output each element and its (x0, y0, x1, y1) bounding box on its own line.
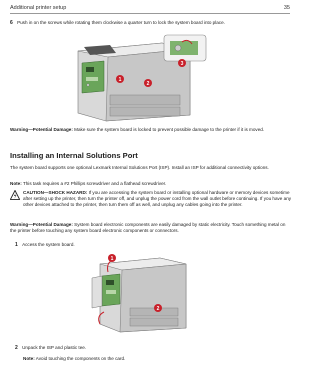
callout-1-label: 1 (118, 76, 122, 83)
section-title: Installing an Internal Solutions Port (10, 151, 138, 160)
warning2-label: Warning—Potential Damage: (10, 222, 73, 227)
step-6 (10, 20, 292, 26)
running-header-title: Additional printer setup (10, 5, 67, 11)
step-text: Access the system board. (22, 242, 75, 247)
caution-label: CAUTION—SHOCK HAZARD: (23, 190, 88, 195)
note2-label: Note: (23, 356, 35, 361)
caution-shock-hazard (23, 190, 292, 209)
warning-label: Warning—Potential Damage: (10, 127, 73, 132)
header-divider (10, 13, 290, 14)
step-number: 1 (15, 242, 18, 248)
step-2 (15, 345, 292, 351)
note-text: This task requires a #2 Phillips screwdriver and a flathead screwdriver. (21, 181, 167, 186)
warning-text: Make sure the system board is locked to prevent possible damage to the printer if it is moved. (72, 127, 265, 132)
step-text: Push in on the screws while rotating them clockwise a quarter turn to lock the system board into place. (17, 20, 225, 25)
step-1 (15, 242, 292, 248)
system-board-lock-illustration (70, 33, 220, 123)
callout-3-label: 3 (180, 60, 184, 67)
note2-text: Avoid touching the components on the card. (34, 356, 126, 361)
caution-text: If you are accessing the system board or installing optional hardware or memory devices sometime after setting up the printer, then turn the printer off, and unplug the power cord from the wall outlet before continuing. If you have any other devices attached to the printer, then turn them off as well, and unplug any cables going into the printer. (23, 190, 292, 208)
shock-hazard-icon (10, 190, 20, 200)
step-number: 2 (15, 345, 18, 351)
page-number: 35 (283, 5, 290, 11)
step-text: Unpack the ISP and plastic tee. (22, 345, 87, 350)
warning-lock-board (10, 127, 292, 133)
callout-2-label: 2 (146, 80, 150, 87)
note-avoid-touching (23, 356, 292, 362)
step-number: 6 (10, 20, 13, 26)
warning-static (10, 222, 292, 234)
note-label: Note: (10, 181, 22, 186)
callout-2-label: 2 (156, 305, 160, 312)
warning2-text: System board electronic components are easily damaged by static electricity. Touch something metal on the printer before touching any system board electronic components or connectors. (10, 222, 286, 234)
section-intro: The system board supports one optional Lexmark Internal Solutions Port (ISP). Install an ISP for additional connectivity options. (10, 165, 269, 170)
callout-1-label: 1 (110, 255, 114, 262)
access-system-board-illustration (90, 252, 200, 334)
note-tools (10, 181, 292, 187)
